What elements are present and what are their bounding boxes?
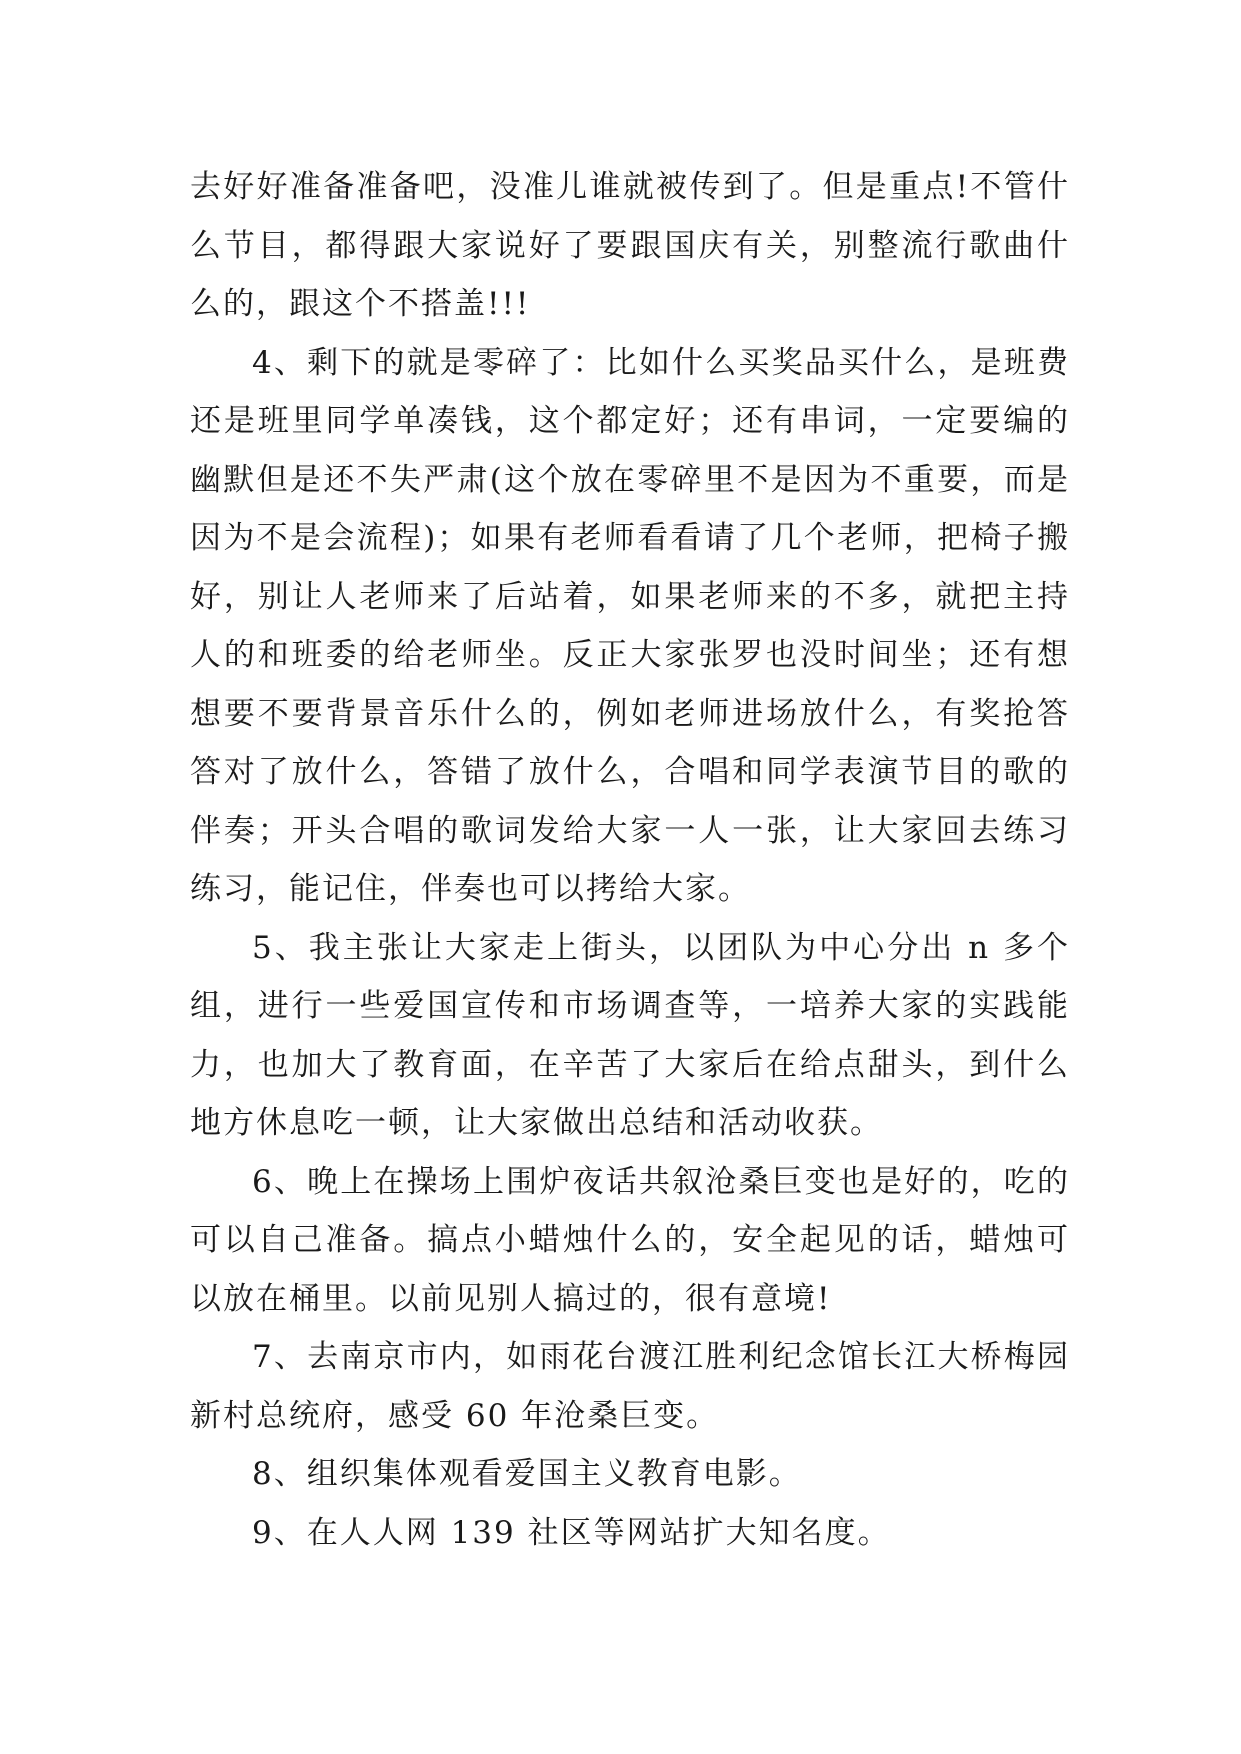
paragraph-item-6: 6、晚上在操场上围炉夜话共叙沧桑巨变也是好的，吃的可以自己准备。搞点小蜡烛什么的，安全起见的话，蜡烛可以放在桶里。以前见别人搞过的，很有意境! bbox=[190, 1163, 1070, 1317]
paragraph-item-8: 8、组织集体观看爱国主义教育电影。 bbox=[252, 1456, 802, 1492]
paragraph-item-7: 7、去南京市内，如雨花台渡江胜利纪念馆长江大桥梅园新村总统府，感受 60 年沧桑巨变。 bbox=[190, 1339, 1070, 1434]
document-body bbox=[190, 158, 1070, 1562]
paragraph-continuation: 去好好准备准备吧，没准儿谁就被传到了。但是重点!不管什么节目，都得跟大家说好了要跟国庆有关，别整流行歌曲什么的，跟这个不搭盖!!! bbox=[190, 169, 1070, 322]
paragraph-item-5: 5、我主张让大家走上街头，以团队为中心分出 n 多个组，进行一些爱国宣传和市场调查等，一培养大家的实践能力，也加大了教育面，在辛苦了大家后在给点甜头，到什么地方休息吃一顿，让大家做出总结和活动收获。 bbox=[190, 929, 1070, 1141]
paragraph-item-9: 9、在人人网 139 社区等网站扩大知名度。 bbox=[252, 1514, 891, 1551]
paragraph-item-4: 4、剩下的就是零碎了：比如什么买奖品买什么，是班费还是班里同学单凑钱，这个都定好；还有串词，一定要编的幽默但是还不失严肃(这个放在零碎里不是因为不重要，而是因为不是会流程)；如果有老师看看请了几个老师，把椅子搬好，别让人老师来了后站着，如果老师来的不多，就把主持人的和班委的给老师坐。反正大家张罗也没时间坐；还有想想要不要背景音乐什么的，例如老师进场放什么，有奖抢答答对了放什么，答错了放什么，合唱和同学表演节目的歌的伴奏；开头合唱的歌词发给大家一人一张，让大家回去练习练习，能记住，伴奏也可以拷给大家。 bbox=[190, 344, 1070, 907]
